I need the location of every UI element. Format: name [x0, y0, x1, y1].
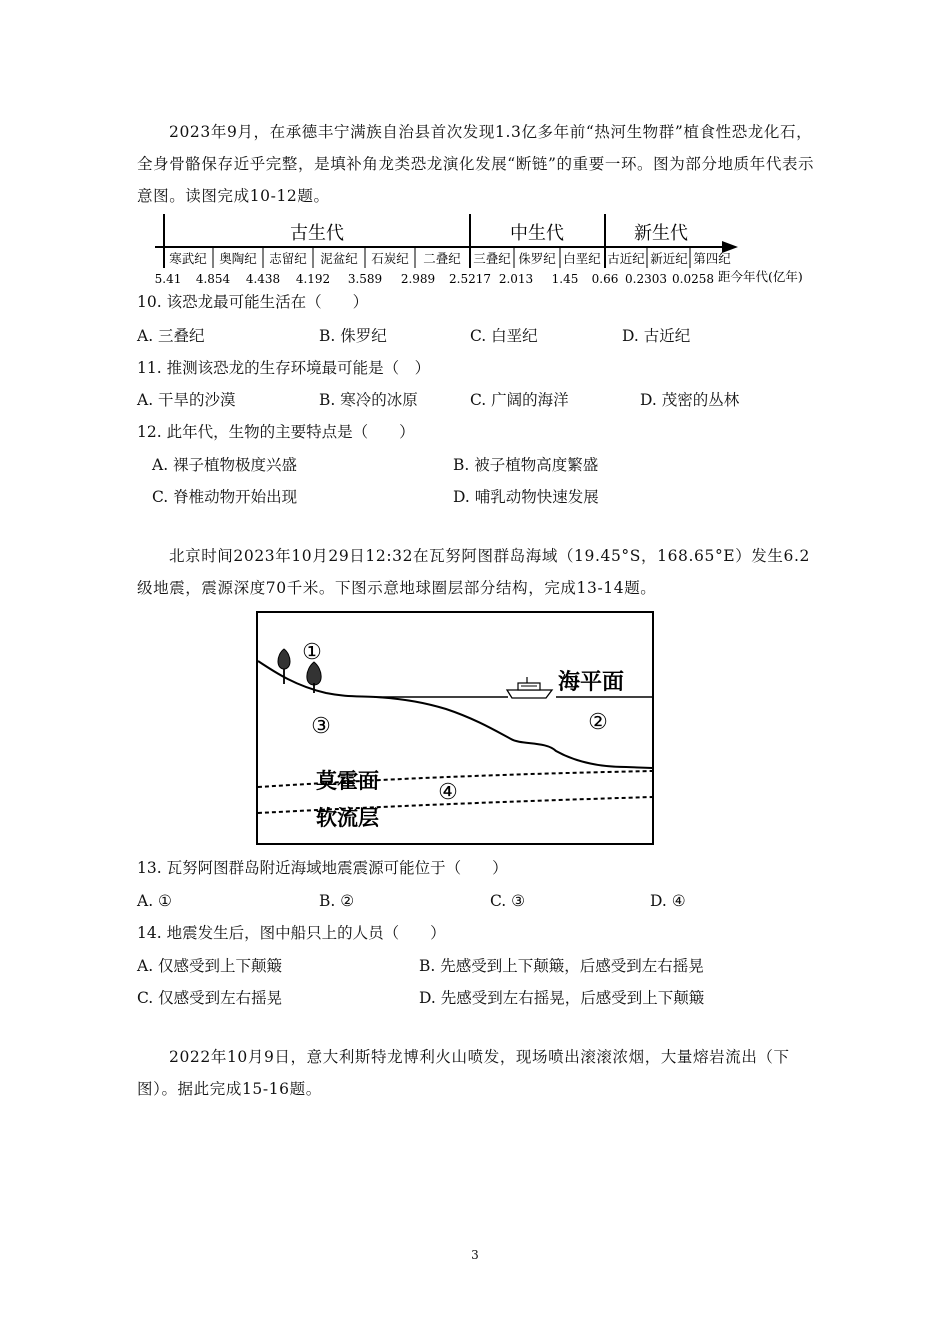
q11-option-b[interactable]: B. 寒冷的冰原 [319, 391, 418, 409]
period-label: 第四纪 [693, 251, 731, 266]
question-14-stem: 14. 地震发生后，图中船只上的人员（ ） [137, 924, 446, 942]
era-label: 古生代 [290, 223, 344, 244]
marker-3: ③ [311, 714, 331, 739]
earth-layers-diagram [256, 611, 654, 845]
age-label: 5.41 [154, 272, 182, 286]
marker-1: ① [302, 640, 322, 665]
q14-option-b[interactable]: B. 先感受到上下颠簸，后感受到左右摇晃 [419, 957, 704, 975]
q14-option-d[interactable]: D. 先感受到左右摇晃，后感受到上下颠簸 [419, 989, 705, 1007]
intro-paragraph-3: 2022年10月9日，意大利斯特龙博利火山喷发，现场喷出滚滚浓烟，大量熔岩流出（下图）。据此完成15-16题。 [137, 1048, 790, 1098]
period-label: 泥盆纪 [320, 251, 358, 266]
question-10-stem: 10. 该恐龙最可能生活在（ ） [137, 293, 369, 311]
period-label: 二叠纪 [423, 251, 461, 266]
q14-option-a[interactable]: A. 仅感受到上下颠簸 [137, 957, 283, 975]
q12-option-a[interactable]: A. 裸子植物极度兴盛 [152, 456, 298, 474]
q11-option-c[interactable]: C. 广阔的海洋 [470, 391, 569, 409]
period-label: 奥陶纪 [219, 251, 257, 266]
question-13-stem: 13. 瓦努阿图群岛附近海域地震震源可能位于（ ） [137, 859, 508, 877]
age-label: 2.5217 [449, 272, 491, 286]
age-label: 4.192 [295, 272, 331, 286]
axis-label: 距今年代(亿年) [718, 269, 803, 284]
period-label: 石炭纪 [371, 251, 409, 266]
age-label: 2.013 [498, 272, 534, 286]
period-label: 三叠纪 [473, 251, 511, 266]
age-label: 0.0258 [672, 272, 714, 286]
q13-option-d[interactable]: D. ④ [650, 892, 686, 910]
q10-option-d[interactable]: D. 古近纪 [622, 327, 691, 345]
period-label: 古近纪 [607, 251, 645, 266]
age-label: 0.66 [591, 272, 619, 286]
q10-option-b[interactable]: B. 侏罗纪 [319, 327, 387, 345]
period-label: 新近纪 [650, 251, 688, 266]
page-number: 3 [471, 1248, 479, 1262]
q13-option-a[interactable]: A. ① [137, 892, 172, 910]
period-label: 寒武纪 [169, 251, 207, 266]
question-11-stem: 11. 推测该恐龙的生存环境最可能是（ ） [137, 359, 431, 377]
geologic-timeline [150, 210, 820, 288]
marker-2: ② [588, 710, 608, 735]
q13-option-c[interactable]: C. ③ [490, 892, 526, 910]
q10-option-a[interactable]: A. 三叠纪 [137, 327, 205, 345]
age-label: 3.589 [347, 272, 383, 286]
period-label: 志留纪 [269, 251, 307, 266]
age-label: 0.2303 [625, 272, 667, 286]
era-label: 新生代 [634, 223, 688, 244]
age-label: 4.438 [245, 272, 281, 286]
q11-option-d[interactable]: D. 茂密的丛林 [640, 391, 740, 409]
intro-paragraph-1: 2023年9月，在承德丰宁满族自治县首次发现1.3亿多年前“热河生物群”植食性恐龙化石，全身骨骼保存近乎完整，是填补角龙类恐龙演化发展“断链”的重要一环。图为部分地质年代表示意图。读图完成10-12题。 [137, 123, 815, 205]
moho-label: 莫霍面 [316, 768, 379, 793]
q11-option-a[interactable]: A. 干旱的沙漠 [137, 391, 236, 409]
period-label: 侏罗纪 [518, 251, 556, 266]
question-12-stem: 12. 此年代，生物的主要特点是（ ） [137, 423, 415, 441]
q12-option-b[interactable]: B. 被子植物高度繁盛 [453, 456, 599, 474]
intro-paragraph-2: 北京时间2023年10月29日12:32在瓦努阿图群岛海域（19.45°S，168.65°E）发生6.2级地震，震源深度70千米。下图示意地球圈层部分结构，完成13-14题。 [137, 547, 810, 597]
age-label: 4.854 [195, 272, 231, 286]
q12-option-d[interactable]: D. 哺乳动物快速发展 [453, 488, 599, 506]
asthenosphere-label: 软流层 [316, 805, 379, 830]
q13-option-b[interactable]: B. ② [319, 892, 355, 910]
marker-4: ④ [438, 780, 458, 805]
period-label: 白垩纪 [563, 251, 601, 266]
q10-option-c[interactable]: C. 白垩纪 [470, 327, 538, 345]
era-label: 中生代 [510, 223, 564, 244]
age-label: 2.989 [400, 272, 436, 286]
sea-level-label: 海平面 [558, 669, 625, 695]
q12-option-c[interactable]: C. 脊椎动物开始出现 [152, 488, 298, 506]
q14-option-c[interactable]: C. 仅感受到左右摇晃 [137, 989, 283, 1007]
age-label: 1.45 [551, 272, 579, 286]
